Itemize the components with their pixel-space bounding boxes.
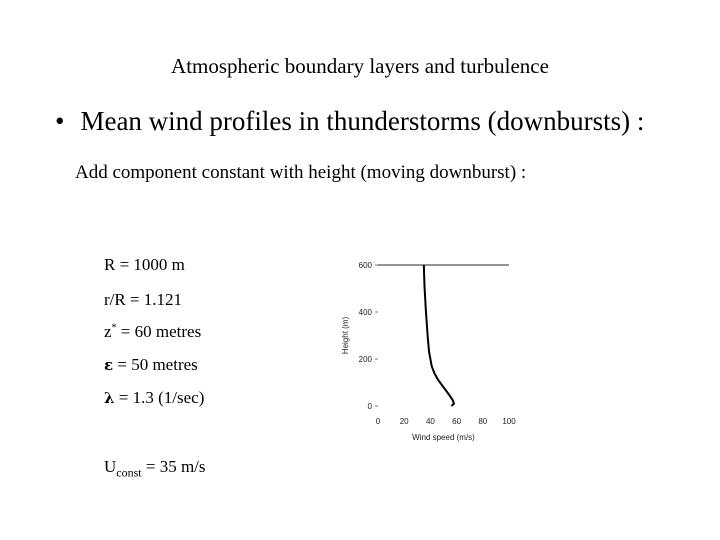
x-tick-label: 0: [375, 417, 381, 426]
y-tick-label: 600: [358, 261, 372, 270]
lambda-value: = 1.3 (1/sec): [114, 388, 205, 407]
u-symbol: U: [104, 457, 117, 476]
param-lambda: [104, 388, 204, 408]
x-tick-label: 80: [478, 417, 488, 426]
subline-text: Add component constant with height (moving downburst) :: [75, 162, 527, 183]
y-tick-label: 400: [358, 308, 372, 317]
epsilon-symbol: ε: [104, 356, 114, 374]
y-tick-label: 200: [358, 355, 372, 364]
epsilon-value: = 50 metres: [113, 355, 198, 374]
x-tick-label: 20: [399, 417, 409, 426]
lambda-symbol: λ: [104, 389, 115, 407]
u-subscript: const: [116, 465, 142, 480]
x-tick-label: 40: [425, 417, 435, 426]
wind-profile-series-0: [424, 265, 454, 406]
param-u-const: [104, 457, 206, 480]
param-r-over-r: r/R = 1.121: [104, 290, 183, 309]
slide-title: Atmospheric boundary layers and turbulence: [171, 54, 549, 78]
y-axis-label: Height (m): [341, 316, 350, 355]
y-tick-label: 0: [367, 402, 372, 411]
bullet-marker: •: [55, 106, 65, 136]
wind-profile-chart: [330, 250, 530, 450]
z-symbol: z: [104, 322, 112, 341]
z-superscript: *: [111, 322, 117, 334]
bullet-text: Mean wind profiles in thunderstorms (downbursts) :: [80, 106, 645, 136]
param-epsilon: [104, 355, 198, 375]
x-tick-label: 100: [502, 417, 516, 426]
x-axis-label: Wind speed (m/s): [412, 433, 475, 442]
param-z-star: [104, 322, 201, 342]
z-value: = 60 metres: [116, 322, 202, 341]
param-r: R = 1000 m: [104, 255, 185, 274]
x-tick-label: 60: [452, 417, 462, 426]
bullet-row: [55, 106, 644, 137]
u-value: = 35 m/s: [141, 457, 206, 476]
